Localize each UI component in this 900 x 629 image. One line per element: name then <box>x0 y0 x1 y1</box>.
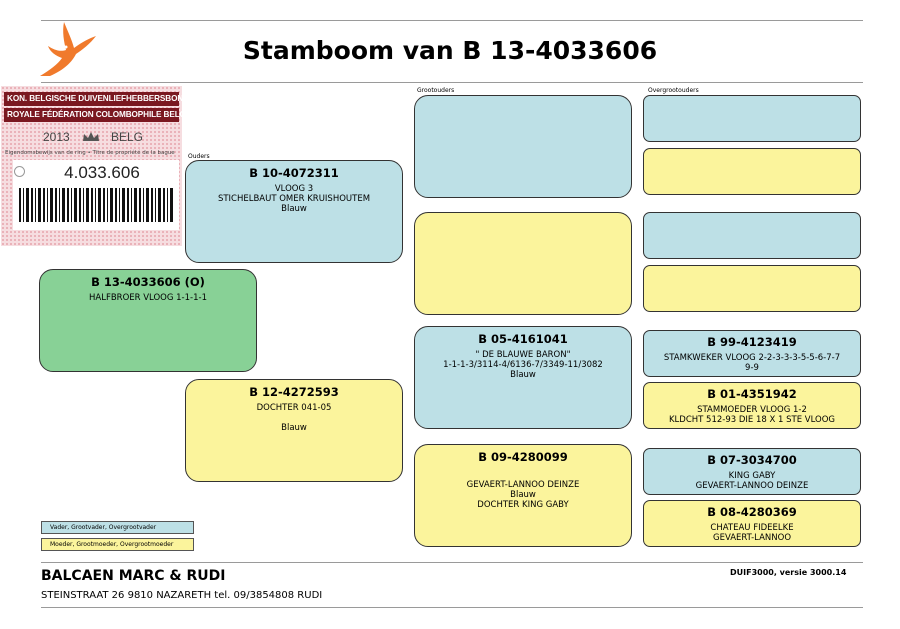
father-line-3: Blauw <box>281 204 307 214</box>
column-heading-grootouders: Grootouders <box>417 87 455 94</box>
ggp8-line-2: GEVAERT-LANNOO <box>712 533 792 543</box>
top-rule <box>41 20 863 21</box>
barcode <box>19 188 175 222</box>
pedigree-ggp-3 <box>643 212 861 259</box>
pedigree-ggp-6 <box>643 382 861 429</box>
ggp8-line-1: CHATEAU FIDEELKE <box>710 523 794 533</box>
card-org-fr: ROYALE FÉDÉRATION COLOMBOPHILE BELGE <box>4 108 179 122</box>
ggp6-line-2: KLDCHT 512-93 DIE 18 X 1 STE VLOOG <box>668 415 836 425</box>
pedigree-subject <box>39 269 257 372</box>
breeder-address: STEINSTRAAT 26 9810 NAZARETH tel. 09/3854808 RUDI <box>41 590 323 601</box>
column-heading-overgrootouders: Overgrootouders <box>648 87 699 94</box>
mother-ring: B 12-4272593 <box>249 385 339 399</box>
legend-male: Vader, Grootvader, Overgrootvader <box>41 521 194 534</box>
father-ring: B 10-4072311 <box>249 166 339 180</box>
column-heading-ouders: Ouders <box>188 153 210 160</box>
card-punch-hole <box>14 166 25 177</box>
ggp6-ring: B 01-4351942 <box>707 387 797 401</box>
ggp5-ring: B 99-4123419 <box>707 335 797 349</box>
gp-mm-line-2: Blauw <box>510 490 536 500</box>
pedigree-grandfather-paternal <box>414 95 632 198</box>
gp-mf-line-2: 1-1-1-3/3114-4/6136-7/3349-11/3082 <box>443 360 603 370</box>
pedigree-ggp-4 <box>643 265 861 312</box>
pedigree-ggp-2 <box>643 148 861 195</box>
gp-mf-line-3: Blauw <box>510 370 536 380</box>
card-ownership-text: Eigendomsbewijs van de ring • Titre de propriété de la bague <box>5 150 175 156</box>
subject-line: HALFBROER VLOOG 1-1-1-1 <box>89 293 207 303</box>
ggp5-line-1: STAMKWEKER VLOOG 2-2-3-3-3-5-5-6-7-7 <box>663 353 841 363</box>
ggp7-line-2: GEVAERT-LANNOO DEINZE <box>695 481 809 491</box>
gp-mm-ring: B 09-4280099 <box>478 450 568 464</box>
father-line-2: STICHELBAUT OMER KRUISHOUTEM <box>217 194 371 204</box>
footer-rule-top <box>41 562 863 563</box>
ggp6-line-1: STAMMOEDER VLOOG 1-2 <box>697 405 807 415</box>
breeder-name: BALCAEN MARC & RUDI <box>41 568 226 584</box>
gp-mf-line-1: " DE BLAUWE BARON" <box>475 350 571 360</box>
pedigree-grandmother-paternal <box>414 212 632 315</box>
crown-icon <box>81 131 101 143</box>
pedigree-father <box>185 160 403 263</box>
pedigree-grandfather-maternal <box>414 326 632 429</box>
gp-mm-line-1: GEVAERT-LANNOO DEINZE <box>466 480 580 490</box>
ggp7-ring: B 07-3034700 <box>707 453 797 467</box>
subject-ring: B 13-4033606 (O) <box>91 275 205 289</box>
card-ring-number: 4.033.606 <box>64 163 140 182</box>
ggp5-line-2: 9-9 <box>745 363 759 373</box>
gp-mm-line-3: DOCHTER KING GABY <box>477 500 569 510</box>
pedigree-mother <box>185 379 403 482</box>
title-rule <box>41 82 863 83</box>
ggp7-line-1: KING GABY <box>728 471 776 481</box>
pedigree-ggp-5 <box>643 330 861 377</box>
card-country: BELG <box>111 130 144 144</box>
pedigree-ggp-1 <box>643 95 861 142</box>
card-number-panel <box>13 160 179 230</box>
card-org-nl: KON. BELGISCHE DUIVENLIEFHEBBERSBOND <box>4 92 179 106</box>
father-line-1: VLOOG 3 <box>274 184 314 194</box>
pedigree-ggp-8 <box>643 500 861 547</box>
mother-line-1: DOCHTER 041-05 <box>256 403 332 413</box>
footer-rule-bottom <box>41 607 863 608</box>
pedigree-grandmother-maternal <box>414 444 632 547</box>
ring-certificate-card <box>1 86 192 246</box>
pedigree-ggp-7 <box>643 448 861 495</box>
card-year: 2013 <box>43 130 70 144</box>
gp-mf-ring: B 05-4161041 <box>478 332 568 346</box>
ggp8-ring: B 08-4280369 <box>707 505 797 519</box>
software-version: DUIF3000, versie 3000.14 <box>730 568 847 577</box>
mother-line-2: Blauw <box>281 423 307 433</box>
page-title: Stamboom van B 13-4033606 <box>242 36 658 65</box>
legend-female: Moeder, Grootmoeder, Overgrootmoeder <box>41 538 194 551</box>
